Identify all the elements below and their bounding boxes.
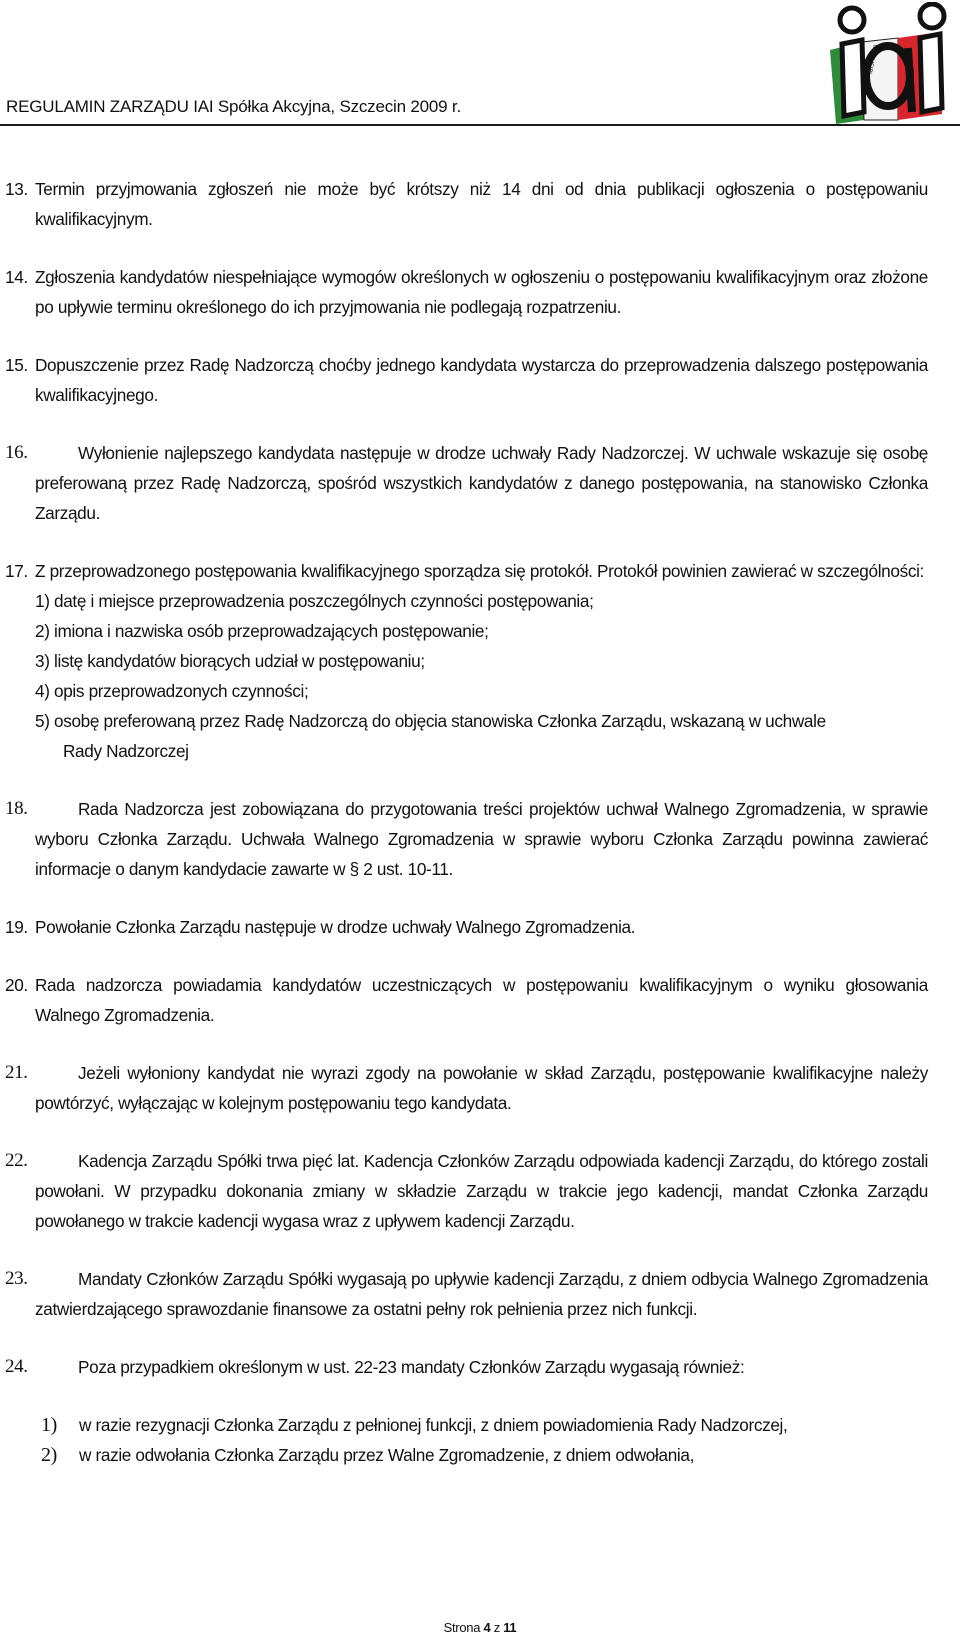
- protocol-item: 5) osobę preferowaną przez Radę Nadzorczą do objęcia stanowiska Członka Zarządu, wskazaną w uchwale: [35, 711, 826, 731]
- paragraph-text: Termin przyjmowania zgłoszeń nie może być krótszy niż 14 dni od dnia publikacji ogłoszenia o postępowaniu kwalifikacyjnym.: [35, 179, 928, 229]
- footer-prefix: Strona: [443, 1620, 481, 1635]
- paragraph-number: 17.: [5, 561, 28, 581]
- paragraph-number: 18.: [5, 798, 28, 819]
- paragraph-number: 20.: [5, 975, 28, 995]
- paragraph-18: [5, 794, 928, 884]
- header-rule: [0, 124, 960, 126]
- paragraph-number: 21.: [5, 1062, 28, 1083]
- paragraph-text: Poza przypadkiem określonym w ust. 22-23 mandaty Członków Zarządu wygasają również:: [78, 1357, 745, 1377]
- paragraph-19: [5, 912, 928, 942]
- page-header: [0, 0, 960, 124]
- protocol-item: 2) imiona i nazwiska osób przeprowadzających postępowanie;: [35, 621, 489, 641]
- paragraph-22: [5, 1146, 928, 1236]
- paragraph-13: [5, 174, 928, 234]
- paragraph-text: Rada nadzorcza powiadamia kandydatów uczestniczących w postępowaniu kwalifikacyjnym o wyniku głosowania Walnego Zgromadzenia.: [35, 975, 928, 1025]
- list-item-text: w razie odwołania Członka Zarządu przez Walne Zgromadzenie, z dniem odwołania,: [79, 1445, 694, 1465]
- paragraph-16: [5, 438, 928, 528]
- footer-separator: z: [493, 1620, 500, 1635]
- protocol-item: 3) listę kandydatów biorących udział w postępowaniu;: [35, 651, 425, 671]
- paragraph-text: Mandaty Członków Zarządu Spółki wygasają po upływie kadencji Zarządu, z dniem odbycia Walnego Zgromadzenia zatwierdzającego sprawozdanie finansowe za ostatni pełny rok pełnienia przez nich funkcji.: [35, 1269, 928, 1319]
- paragraph-text: Rada Nadzorcza jest zobowiązana do przygotowania treści projektów uchwał Walnego Zgromadzenia, w sprawie wyboru Członka Zarządu. Uchwała Walnego Zgromadzenia w sprawie wyboru Członka Zarządu powinna zawierać informacje o danym kandydacie zawarte w § 2 ust. 10-11.: [35, 799, 928, 879]
- paragraph-number: 14.: [5, 267, 28, 287]
- list-item: [41, 1410, 928, 1440]
- list-item-number: 2): [41, 1444, 57, 1466]
- footer-page-number: 4: [483, 1620, 491, 1635]
- paragraph-17: [5, 556, 928, 766]
- list-item-number: 1): [41, 1414, 57, 1436]
- paragraph-23: [5, 1264, 928, 1324]
- paragraph-text: Zgłoszenia kandydatów niespełniające wymogów określonych w ogłoszeniu o postępowaniu kwalifikacyjnym oraz złożone po upływie terminu określonego do ich przyjmowania nie podlegają rozpatrzeniu.: [35, 267, 928, 317]
- paragraph-14: [5, 262, 928, 322]
- paragraph-24: [5, 1352, 928, 1382]
- iai-logo: [812, 2, 960, 124]
- paragraph-number: 22.: [5, 1150, 28, 1171]
- paragraph-text: Powołanie Członka Zarządu następuje w drodze uchwały Walnego Zgromadzenia.: [35, 917, 636, 937]
- protocol-item: 1) datę i miejsce przeprowadzenia poszczególnych czynności postępowania;: [35, 591, 594, 611]
- document-body: [0, 174, 960, 1470]
- paragraph-number: 13.: [5, 179, 28, 199]
- paragraph-number: 16.: [5, 442, 28, 463]
- document-title: REGULAMIN ZARZĄDU IAI Spółka Akcyjna, Szczecin 2009 r.: [6, 97, 461, 116]
- protocol-item-continuation: Rady Nadzorczej: [63, 741, 189, 761]
- paragraph-text: Wyłonienie najlepszego kandydata następuje w drodze uchwały Rady Nadzorczej. W uchwale wskazuje się osobę preferowaną przez Radę Nadzorczą, spośród wszystkich kandydatów z danego postępowania, na stanowisko Członka Zarządu.: [35, 443, 928, 523]
- paragraph-20: [5, 970, 928, 1030]
- paragraph-text: Dopuszczenie przez Radę Nadzorczą choćby jednego kandydata wystarcza do przeprowadzenia dalszego postępowania kwalifikacyjnego.: [35, 355, 928, 405]
- paragraph-text: Kadencja Zarządu Spółki trwa pięć lat. Kadencja Członków Zarządu odpowiada kadencji Zarządu, do którego zostali powołani. W przypadku dokonania zmiany w składzie Zarządu w trakcie jego kadencji, mandat Członka Zarządu powołanego w trakcie kadencji wygasa wraz z upływem kadencji Zarządu.: [35, 1151, 928, 1231]
- footer-total-pages: 11: [503, 1620, 517, 1635]
- list-item: [41, 1440, 928, 1470]
- protocol-item: 4) opis przeprowadzonych czynności;: [35, 681, 309, 701]
- paragraph-number: 24.: [5, 1356, 28, 1377]
- paragraph-number: 15.: [5, 355, 28, 375]
- paragraph-number: 19.: [5, 917, 28, 937]
- list-item-text: w razie rezygnacji Członka Zarządu z pełnionej funkcji, z dniem powiadomienia Rady Nadzorczej,: [79, 1415, 788, 1435]
- paragraph-number: 23.: [5, 1268, 28, 1289]
- page-footer: [0, 1620, 960, 1635]
- paragraph-text: Jeżeli wyłoniony kandydat nie wyrazi zgody na powołanie w skład Zarządu, postępowanie kwalifikacyjne należy powtórzyć, wyłączając w kolejnym postępowaniu tego kandydata.: [35, 1063, 928, 1113]
- paragraph-text: Z przeprowadzonego postępowania kwalifikacyjnego sporządza się protokół. Protokół powinien zawierać w szczególności:: [35, 561, 924, 581]
- expiry-cases-list: [35, 1410, 928, 1470]
- paragraph-15: [5, 350, 928, 410]
- logo-subtext: iaiSA.com: [867, 43, 880, 75]
- paragraph-21: [5, 1058, 928, 1118]
